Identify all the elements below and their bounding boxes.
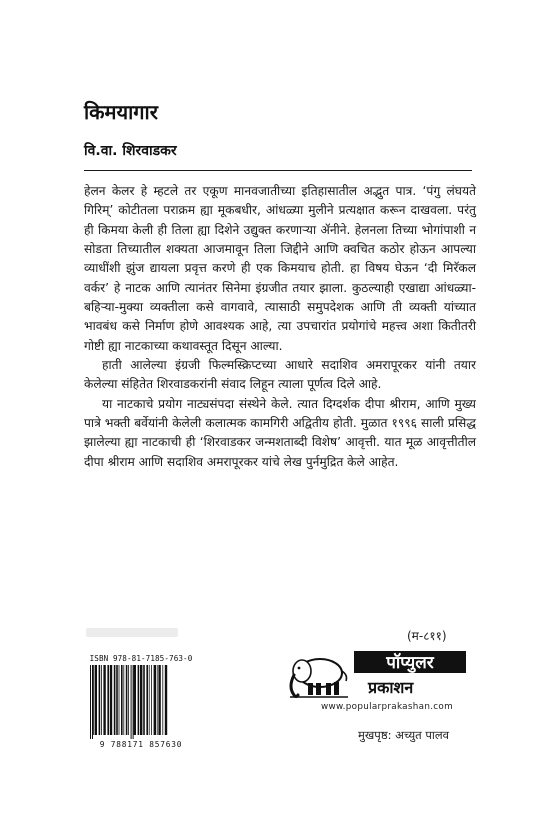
barcode-bar [165, 665, 167, 735]
barcode-bar [149, 665, 150, 735]
barcode-bar [95, 665, 97, 735]
barcode-bar [101, 665, 102, 735]
publisher-logo [286, 645, 472, 707]
faint-imprint [86, 628, 178, 637]
barcode-bar [154, 665, 156, 735]
blurb-paragraph: हेलन केलर हे म्हटले तर एकूण मानवजातीच्या इतिहासातील अद्भुत पात्र. ‘पंगु लंघयते गिरिम्’ कोटीतला पराक्रम ह्या मूकबधीर, आंधळ्या मुलीने प्रत्यक्षात करून दाखवला. परंतु ही किमया केली ही तिला ह्या दिशेने उद्युक्त करणाऱ्या ॲनीने. हेलनला तिच्या भोगांपाशी न सोडता तिच्यातील शक्यता आजमावून तिला जिद्दीने आणि क्वचित कठोर होऊन आपल्या व्याधींशी झुंज द्यायला प्रवृत्त करणे ही एक किमयाच होती. हा विषय घेऊन ‘दी मिरॅकल वर्कर’ हे नाटक आणि त्यानंतर सिनेमा इंग्रजीत तयार झाला. कुठल्याही एखाद्या आंधळ्या-बहिऱ्या-मुक्या व्यक्तीला कसे वागवावे, त्यासाठी समुपदेशक आणि ती व्यक्ती यांच्यात भावबंध कसे निर्माण होणे आवश्यक आहे, त्या उपचारांत प्रयोगांचे महत्त्व अशा कितीतरी गोष्टी ह्या नाटकाच्या कथावस्तूत दिसून आल्या. [84, 184, 476, 353]
cover-credit: मुखपृष्ठ: अच्युत पालव [358, 728, 450, 742]
barcode-bar [103, 665, 105, 735]
isbn-digits: 9 788171 857630 [99, 740, 183, 749]
title-divider [84, 170, 472, 171]
barcode-bar [92, 665, 93, 739]
barcode-bar [119, 665, 120, 735]
barcode-bar [162, 665, 163, 735]
isbn-barcode [84, 654, 198, 753]
barcode-bar [158, 665, 160, 735]
barcode-bar [157, 665, 158, 735]
blurb-paragraph: या नाटकाचे प्रयोग नाट्यसंपदा संस्थेने केले. त्यात दिग्दर्शक दीपा श्रीराम, आणि मुख्य पात्रे भक्ती बर्वेयांनी केलेली कलात्मक कामगिरी अद्वितीय होती. मुळात १९९६ साली प्रसिद्ध झालेल्या ह्या नाटकाची ही ‘शिरवाडकर जन्मशताब्दी विशेष’ आवृत्ती. यात मूळ आवृत्तीतील दीपा श्रीराम आणि सदाशिव अमरापूरकर यांचे लेख पुर्नमुद्रित केले आहेत. [84, 396, 476, 469]
barcode-bar [126, 665, 128, 735]
barcode-bar [114, 665, 116, 735]
catalog-code: (म-८११) [407, 629, 447, 643]
barcode-bar [110, 665, 112, 735]
publisher-name: पॉप्युलर [386, 653, 434, 673]
publisher-subname: प्रकाशन [368, 678, 414, 697]
barcode-bar [133, 665, 134, 739]
barcode-bar [128, 665, 129, 735]
barcode-bar [121, 665, 123, 735]
barcode-bar [146, 665, 148, 735]
barcode-bar [134, 665, 136, 735]
barcode-bar [90, 665, 91, 739]
barcode-bar [151, 665, 152, 735]
book-title: किमयागार [84, 100, 158, 124]
barcode-bar [99, 665, 101, 735]
barcode-bar [107, 665, 109, 735]
barcode-bar [143, 665, 145, 735]
barcode-bar [140, 665, 142, 735]
publisher-url[interactable]: www.popularprakashan.com [321, 702, 453, 712]
barcode-bar [93, 665, 94, 735]
barcode-bars [88, 665, 194, 739]
barcode-bar [123, 665, 124, 735]
blurb-paragraph: हाती आलेल्या इंग्रजी फिल्मस्क्रिप्टच्या आधारे सदाशिव अमरापूरकर यांनी तयार केलेल्या संहितेत शिरवाडकरांनी संवाद लिहून त्याला पूर्णत्व दिले आहे. [84, 358, 476, 392]
barcode-bar [116, 665, 118, 735]
barcode-bar [138, 665, 140, 735]
book-author: वि.वा. शिरवाडकर [84, 143, 177, 159]
barcode-bar [131, 665, 132, 739]
blurb [84, 182, 476, 472]
elephant-icon [290, 659, 348, 697]
isbn-label: ISBN 978-81-7185-763-0 [89, 654, 193, 663]
